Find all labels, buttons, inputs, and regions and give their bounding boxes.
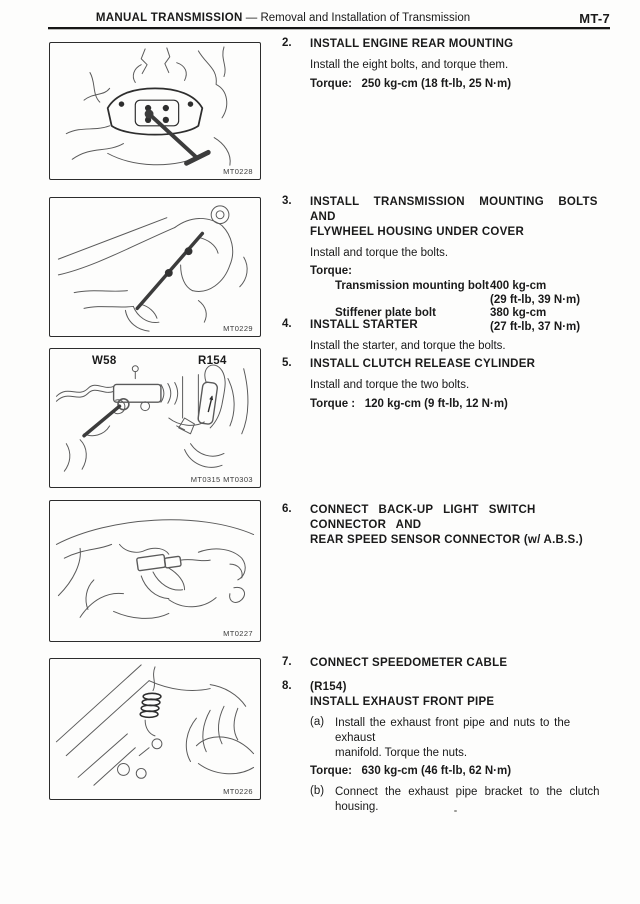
torque-row-name: Transmission mounting bolt xyxy=(335,280,489,292)
step-body-text: Install the eight bolts, and torque them. xyxy=(310,59,509,71)
figure-code: MT0227 xyxy=(223,629,253,638)
page-header-title xyxy=(48,12,518,24)
step-heading-line1: CONNECT BACK-UP LIGHT SWITCH CONNECTOR AND xyxy=(310,504,536,531)
figure-box-speedometer-cable xyxy=(49,658,261,800)
figure-label-r154: R154 xyxy=(198,355,227,367)
scan-speck xyxy=(454,810,457,812)
torque-spec: Torque : 120 kg-cm (9 ft-lb, 12 N·m) xyxy=(310,398,508,410)
substep-text-line1: Connect the exhaust pipe bracket to the clutch xyxy=(335,786,600,798)
figure-box-clutch-release-cylinder xyxy=(49,348,261,488)
header-section-title: MANUAL TRANSMISSION xyxy=(95,12,243,24)
substep-b xyxy=(310,785,610,815)
transmission-mounting-bolts-illustration xyxy=(50,198,260,336)
torque-label: Torque: xyxy=(310,265,352,277)
substep-a xyxy=(310,716,610,761)
step-5-install-clutch-release-cylinder xyxy=(282,357,610,412)
torque-row-value: 400 kg-cm xyxy=(490,280,547,292)
step-heading: INSTALL CLUTCH RELEASE CYLINDER xyxy=(310,358,536,370)
step-number: 5. xyxy=(282,357,292,369)
figure-code: MT0226 xyxy=(223,787,253,796)
step-number: 6. xyxy=(282,503,292,515)
step-variant-label: (R154) xyxy=(310,681,347,693)
figure-box-backup-light-switch-connector xyxy=(49,500,261,642)
step-body-text: Install and torque the bolts. xyxy=(310,247,449,259)
step-heading-line2: REAR SPEED SENSOR CONNECTOR (w/ A.B.S.) xyxy=(310,534,584,546)
step-heading-line2: FLYWHEEL HOUSING UNDER COVER xyxy=(310,226,525,238)
header-title-dash: — xyxy=(242,12,261,24)
torque-row-value-alt: (27 ft-lb, 37 N·m) xyxy=(490,320,581,333)
page-number: MT-7 xyxy=(579,11,610,26)
step-body-text: Install and torque the two bolts. xyxy=(310,379,470,391)
step-heading: INSTALL ENGINE REAR MOUNTING xyxy=(310,38,514,50)
substep-label: (a) xyxy=(310,716,325,728)
torque-row-name: Stiffener plate bolt xyxy=(335,307,436,319)
figure-box-transmission-mounting-bolts xyxy=(49,197,261,337)
step-heading: INSTALL STARTER xyxy=(310,319,418,331)
step-heading: CONNECT SPEEDOMETER CABLE xyxy=(310,657,508,669)
step-8-install-exhaust-front-pipe xyxy=(282,680,610,815)
spacer xyxy=(335,294,490,308)
step-heading: INSTALL EXHAUST FRONT PIPE xyxy=(310,696,495,708)
figure-code: MT0228 xyxy=(223,167,253,176)
substep-label: (b) xyxy=(310,785,325,797)
backup-light-switch-connector-illustration xyxy=(50,501,260,641)
substep-text-line2: manifold. Torque the nuts. xyxy=(335,747,468,759)
clutch-release-cylinder-illustration xyxy=(50,349,260,487)
substep-text-line1: Install the exhaust front pipe and nuts to the exhaust xyxy=(335,717,571,744)
step-2-install-engine-rear-mounting xyxy=(282,37,610,92)
figure-box-engine-rear-mounting xyxy=(49,42,261,180)
substep-text-line2: housing. xyxy=(335,801,379,813)
step-number: 4. xyxy=(282,318,292,330)
step-number: 7. xyxy=(282,656,292,668)
figure-code: MT0315 MT0303 xyxy=(190,475,253,484)
figure-code: MT0229 xyxy=(223,324,253,333)
step-number: 2. xyxy=(282,37,292,49)
torque-row-value: 380 kg-cm xyxy=(490,307,547,319)
step-7-connect-speedometer-cable xyxy=(282,656,610,671)
header-subsection-title: Removal and Installation of Transmission xyxy=(260,12,471,24)
step-number: 3. xyxy=(282,195,292,207)
torque-spec: Torque: 630 kg-cm (46 ft-lb, 62 N·m) xyxy=(310,765,512,777)
figure-label-w58: W58 xyxy=(92,355,117,367)
step-6-connect-backup-light-switch-connector xyxy=(282,503,610,548)
torque-row-value-alt: (29 ft-lb, 39 N·m) xyxy=(490,293,581,306)
torque-spec: Torque: 250 kg-cm (18 ft-lb, 25 N·m) xyxy=(310,78,512,90)
step-number: 8. xyxy=(282,680,292,692)
step-3-install-transmission-mounting-bolts xyxy=(282,195,610,334)
step-4-install-starter xyxy=(282,318,610,354)
speedometer-cable-illustration xyxy=(50,659,260,799)
engine-rear-mounting-illustration xyxy=(50,43,260,179)
header-rule xyxy=(48,27,610,30)
step-heading-line1: INSTALL TRANSMISSION MOUNTING BOLTS AND xyxy=(310,196,598,223)
step-body-text: Install the starter, and torque the bolts. xyxy=(310,340,506,352)
